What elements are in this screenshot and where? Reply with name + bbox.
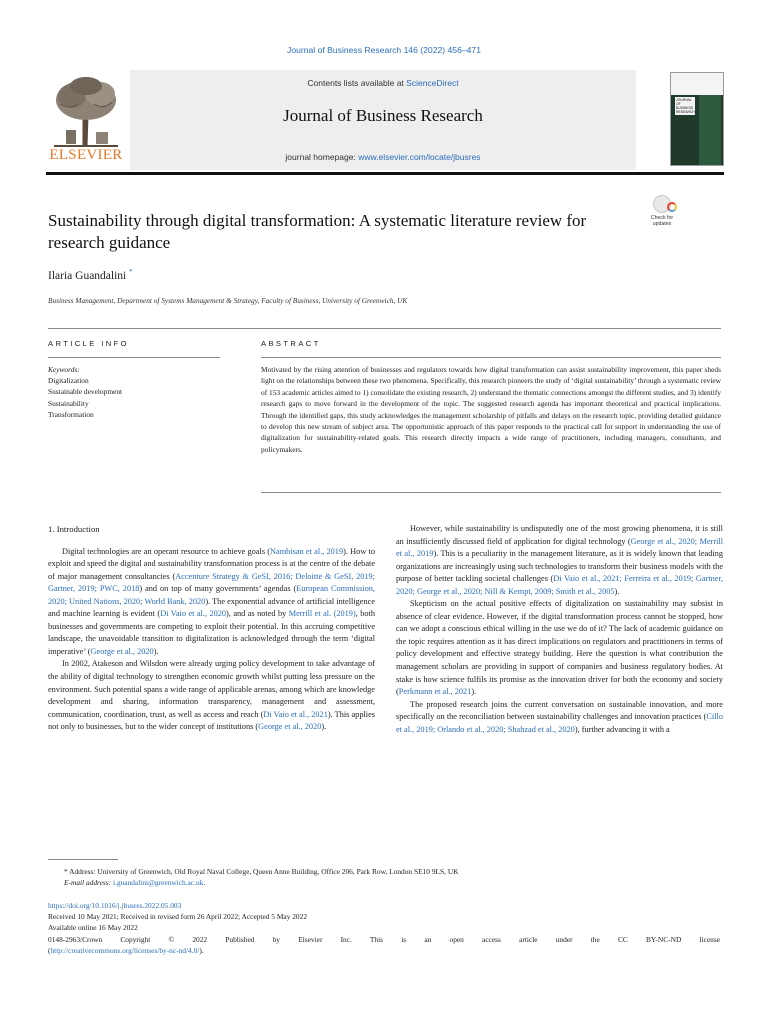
masthead-divider xyxy=(46,172,724,175)
author-line xyxy=(48,268,133,282)
journal-header-banner xyxy=(130,70,636,170)
sciencedirect-link[interactable]: ScienceDirect xyxy=(406,78,459,88)
article-title: Sustainability through digital transformation: A systematic literature review for research guidance xyxy=(48,211,587,252)
cover-stripe xyxy=(699,95,721,165)
license-url-close: ). xyxy=(199,945,204,955)
paragraph-text: ). xyxy=(614,586,620,596)
elsevier-tree-icon xyxy=(50,74,122,148)
citation-link[interactable]: Perkmann et al., 2021 xyxy=(398,687,472,697)
affiliation-divider xyxy=(48,328,721,329)
email-footnote xyxy=(48,877,728,888)
paragraph-text: ), further advancing it with a xyxy=(574,724,670,734)
license-url-link[interactable]: http://creativecommons.org/licenses/by-nc-nd/4.0/ xyxy=(50,945,200,955)
available-online-date: Available online 16 May 2022 xyxy=(48,923,138,933)
body-column-right xyxy=(396,523,723,736)
journal-title: Journal of Business Research xyxy=(283,106,483,125)
paragraph-text: Skepticism on the actual positive effects of digitalization on sustainability may subsist in absence of clear evidence. However, if the digital transformation process cannot be stopped, how can we adopt a conscious ethical willing in the use we do of it? The lack of academic guidance on the topic requires attention as it has direct implications on regulators and practitioners in terms of policy development and effective strategy building. Here the question is what contribution the management scholars are providing in support of companies and business regulatory bodies. At stake is how science fulfils its promise as the innovation driver for both the economy and society ( xyxy=(396,599,723,697)
journal-cover-thumbnail[interactable] xyxy=(670,72,724,166)
email-end: . xyxy=(203,878,206,888)
right-column-paragraphs xyxy=(396,523,723,736)
keyword-item: Sustainable development xyxy=(48,387,123,397)
paragraph-text: The proposed research joins the current conversation on sustainable innovation, and more specifically on the reconciliation between sustainability challenges and innovation practices ( xyxy=(396,699,723,722)
abstract-rule xyxy=(261,357,721,358)
abstract-heading: ABSTRACT xyxy=(261,339,321,348)
citation-link[interactable]: Di Vaio et al., 2020 xyxy=(160,609,227,619)
body-paragraph xyxy=(396,523,723,598)
citation-link[interactable]: George et al., 2020 xyxy=(90,646,154,656)
elsevier-wordmark: ELSEVIER xyxy=(49,147,123,163)
check-updates-label: Check for updates xyxy=(650,215,674,227)
paragraph-text: ). This applies not only to businesses, but to the wider concept of institutions ( xyxy=(48,709,375,732)
address-text: Address: University of Greenwich, Old Royal Naval College, Queen Anne Building, Office 206, Park Row, London SE10 9LS, UK xyxy=(67,867,459,876)
paragraph-text: ). How to exploit and speed the digital and sustainability transformation process is at the centre of the debate of major management consultancies ( xyxy=(48,546,375,581)
doi-link[interactable]: https://doi.org/10.1016/j.jbusres.2022.05.003 xyxy=(48,901,182,910)
author-affiliation: Business Management, Department of Systems Management & Strategy, Faculty of Business, University of Greenwich, UK xyxy=(48,296,408,305)
check-updates-icon xyxy=(653,195,671,213)
journal-masthead xyxy=(46,70,724,170)
paragraph-text: ), and as noted by xyxy=(226,609,289,619)
paragraph-text: , both businesses and governments are competing to exploit their potential. In this accruing competitive landscape, the unavoidable transition to digitalization is acknowledged through the term ‘digital imperative’ ( xyxy=(48,609,375,656)
license-url-line xyxy=(48,945,720,956)
license-statement: 0148-2963/Crown Copyright © 2022 Published by Elsevier Inc. This is an open access article under the CC BY-NC-ND license xyxy=(48,934,720,944)
contents-prefix: Contents lists available at xyxy=(307,78,407,88)
keywords-list xyxy=(48,364,220,420)
citation-link[interactable]: Merrill et al. (2019) xyxy=(288,609,356,619)
cover-header xyxy=(671,73,723,95)
author-email-link[interactable]: i.guandalini@greenwich.ac.uk xyxy=(113,878,204,888)
journal-citation[interactable]: Journal of Business Research 146 (2022) 456–471 xyxy=(287,45,481,55)
paragraph-text: ). xyxy=(153,646,159,656)
keywords-label: Keywords: xyxy=(48,365,80,374)
license-url-open: ( xyxy=(48,945,51,955)
paragraph-text: Digital technologies are an operant resource to achieve goals ( xyxy=(62,546,271,556)
abstract-body: Motivated by the rising attention of businesses and regulators towards how digital transformation can assist sustainability improvement, this paper sheds light on the relationships between these two phenomena. Specifically, this research pioneers the study of ‘digital sustainability’ through a systematic review of 153 academic articles aimed to 1) consolidate the existing research, 2) understand the thematic connections amongst the different studies, and 3) identify research gaps to move forward in the development of the topic. The suggested research agenda has important theoretical and practical implications. Through the identified gaps, this study acknowledges the management scholarship of pitfalls and delays on the research topic, providing detailed guidance to develop this new stream of subject area. The opportunistic approach of this paper responds to the practical call for support in understanding the use of digitalization for sustainability-related goals. This research directly impacts a wide range of practitioners, including managers, consultants, and policymakers. xyxy=(261,365,721,454)
journal-homepage xyxy=(130,152,636,162)
paragraph-text: In 2002, Atakeson and Wilsdon were already urging policy development to take advantage of the ability of digital technology to strengthen economic growth whilst putting less pressure on the environment. Such potential spans a wide range of applicable arenas, among which are knowledge development and sharing, information transparency, management and assessment, communication, coordination, trust, as well as access and reach ( xyxy=(48,659,375,719)
keyword-item: Digitalization xyxy=(48,376,89,386)
citation-link[interactable]: George et al., 2020; Merrill et al., 2019 xyxy=(396,536,723,559)
keyword-item: Transformation xyxy=(48,409,94,419)
address-footnote xyxy=(48,866,728,877)
footnote-divider xyxy=(48,859,118,860)
paragraph-text: ) and on top of many governments’ agendas ( xyxy=(139,584,297,594)
citation-link[interactable]: Accenture Strategy & GeSI, 2016; Deloitte & GeSI, 2019; Gartner, 2019; PWC, 2018 xyxy=(48,571,375,594)
address-footnote-mark: * xyxy=(64,867,68,876)
abstract-bottom-rule xyxy=(261,492,721,493)
citation-link[interactable]: Cillo et al., 2019; Orlando et al., 2020; Shahzad et al., 2020 xyxy=(396,712,723,734)
section-heading-introduction: 1. Introduction xyxy=(48,524,100,534)
citation-link[interactable]: Nambisan et al., 2019 xyxy=(270,546,344,556)
body-paragraph xyxy=(48,658,375,733)
body-paragraph xyxy=(396,598,723,698)
email-label: E-mail address: xyxy=(64,878,113,888)
paragraph-text: ). xyxy=(471,687,477,697)
article-history-block xyxy=(48,900,720,956)
paragraph-text: ). The exponential advance of artificial intelligence and machine learning is evident ( xyxy=(48,596,375,619)
citation-link[interactable]: European Commission, 2020; United Nations, 2020; World Bank, 2020 xyxy=(48,584,375,606)
homepage-prefix: journal homepage: xyxy=(285,152,359,162)
body-paragraph xyxy=(396,699,723,737)
paragraph-text: ). This is a peculiarity in the management literature, as it is widely known that leading organizations are increasingly using such technologies to transform their business models with the purpose of better tackling societal challenges ( xyxy=(396,549,723,584)
body-paragraph xyxy=(48,546,375,659)
author-name[interactable]: Ilaria Guandalini xyxy=(48,269,127,282)
elsevier-logo[interactable] xyxy=(46,74,126,166)
received-dates: Received 10 May 2021; Received in revised form 26 April 2022; Accepted 5 May 2022 xyxy=(48,912,308,922)
check-for-updates-badge[interactable] xyxy=(644,193,680,229)
author-footnote-mark[interactable]: * xyxy=(129,268,133,276)
citation-link[interactable]: Di Vaio et al., 2021; Ferreira et al., 2019; Gartner, 2020; George et al., 2020; Nill & Kempt, 2009; Smith et al., 2005 xyxy=(396,574,723,596)
citation-link[interactable]: Di Vaio et al., 2021 xyxy=(263,709,328,719)
article-info-rule xyxy=(48,357,220,358)
citation-link[interactable]: George et al., 2020 xyxy=(258,722,322,732)
journal-homepage-link[interactable]: www.elsevier.com/locate/jbusres xyxy=(358,152,481,162)
cover-title: JOURNAL OF BUSINESS RESEARCH xyxy=(676,98,695,114)
article-info-heading: ARTICLE INFO xyxy=(48,339,129,348)
keyword-item: Sustainability xyxy=(48,398,89,408)
author-footnote xyxy=(48,866,728,888)
body-column-left xyxy=(48,523,375,734)
contents-availability xyxy=(130,78,636,88)
left-column-paragraphs xyxy=(48,546,375,734)
paragraph-text: However, while sustainability is undisputedly one of the most growing phenomena, it is still an insufficiently discussed field of application for digital technology ( xyxy=(396,524,723,546)
paragraph-text: ). xyxy=(321,722,327,732)
